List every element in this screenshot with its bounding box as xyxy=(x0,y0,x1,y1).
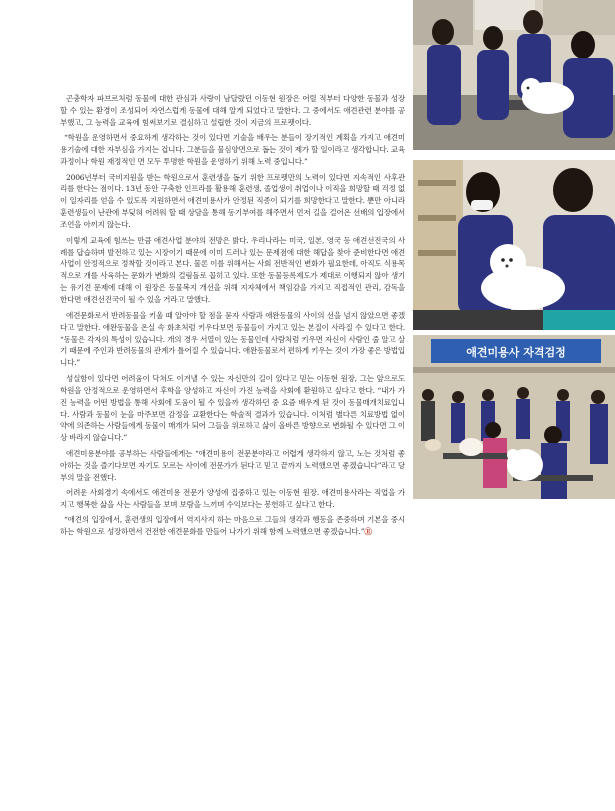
exam-banner: 애견미용사 자격검정 xyxy=(466,346,566,359)
quote-paragraph: “학원을 운영하면서 중요하게 생각하는 것이 있다면 기술을 배우는 분들이 장기적인 계획을 가지고 애견미용기술에 대한 자부심을 가지는 겁니다. 그분들을 물심양면으로 돕는 것이 제가 할 일이라고 생각합니다. 교육과정이나 학원 재정적인 면 모두 투명한 학원을 운영하기 위해 노력 중입니다.” xyxy=(60,133,405,167)
article-body xyxy=(60,93,405,542)
grooming-class-photo xyxy=(413,0,615,150)
quote-paragraph xyxy=(60,514,405,538)
paragraph: 이렇게 교육에 힘쓰는 만큼 애견사업 분야의 전망은 밝다. 우리나라는 미국, 일본, 영국 등 애견선진국의 사례를 답습하며 발전하고 있는 시장이기 때문에 이미 드러나 있는 문제점에 대한 해답을 찾아 준비한다면 애견사업이 안정적으로 정착할 것이라고 본다. 물론 이를 위해서는 사회 전반적인 변화가 필요한데, 아직도 식용목적으로 개를 사육하는 문화가 변화의 걸림돌로 꼽히고 있다. 또한 동물등록제도가 제대로 이행되지 않아 생기는 유기견 문제에 대해 이 원장은 동물복지 개선을 위해 지자체에서 책임감을 가지고 직접적인 관리, 감독을 한다면 애견선진국이 될 수 있을 거라고 말했다. xyxy=(60,235,405,305)
paragraph: 애견미용분야를 공부하는 사람들에게는 “애견미용이 전문분야라고 어렵게 생각하지 않고, 노는 것처럼 좋아하는 것을 즐기다보면 자기도 모르는 사이에 전문가가 된다고 믿고 끝까지 노력했으면 좋겠습니다”라고 당부의 말을 전했다. xyxy=(60,448,405,482)
paragraph: 어려운 사회경기 속에서도 애견미용 전문가 양성에 집중하고 있는 이동현 원장. 애견미용사라는 직업을 가지고 행복한 삶을 사는 사람들을 보며 보람을 느끼며 수익보다는 봉헌하고 싶다고 한다. xyxy=(60,488,405,509)
dog-grooming-photo xyxy=(413,160,615,330)
paragraph: 2006년부터 국비지원을 받는 학원으로서 훈련생을 돕기 위한 프로펫만의 노력이 있다면 지속적인 사후관리를 한다는 점이다. 13년 동안 구축한 인프라를 활용해 훈련생, 졸업생이 취업이나 이직을 희망할 때 걱정 없이 일자리를 얻을 수 있도록 지원하면서 애견미용사가 안정된 직종이 되기를 희망한다고 말한다. 뿐만 아니라 훈련생들이 난관에 부딪혀 어려워 할 때 상담을 통해 동기부여를 해주면서 먼저 길을 걸어온 선배의 입장에서 조언을 아끼지 않는다. xyxy=(60,172,405,230)
paragraph: 성실함이 있다면 어려움이 닥쳐도 이겨낼 수 있는 자신만의 길이 있다고 믿는 이동현 원장, 그는 앞으로도 학원을 안정적으로 운영하면서 후학을 양성하고 자신이 가진 능력을 사회에 환원하고 싶다고 한다. “내가 가진 능력을 어떤 방법을 통해 사회에 도움이 될 수 있을까 생각하던 중 요즘 배우게 된 것이 동물매개치료입니다. 사람과 동물이 눈을 마주보면 감정을 교환한다는 학술적 결과가 있습니다. 이처럼 별다른 치료방법 없이 약에 의존하는 사람들에게 동물이 매개가 되어 그들을 위로하고 삶이 올바른 방향으로 변화될 수 있다면 그 이상 바라지 않습니다.” xyxy=(60,373,405,443)
certification-exam-photo xyxy=(413,335,615,499)
end-mark-icon: Ⓔ xyxy=(364,527,372,537)
closing-quote-text: “애견의 입장에서, 훈련생의 입장에서 역지사지 하는 마음으로 그들의 생각과 행동을 존중하며 기본을 중시하는 학원으로 성장하면서 건전한 애견문화를 만들어 나가기 위해 함께 노력했으면 좋겠습니다.” xyxy=(60,515,405,537)
paragraph: 곤충학자 파브르처럼 동물에 대한 관심과 사랑이 남달랐던 이동현 원장은 어릴 적부터 다양한 동물과 성장할 수 있는 환경이 조성되어 자연스럽게 동물에 대해 알게 되었다고 말한다. 그 중에서도 애견관련 분야를 공부했고, 그 능력을 교육에 힘써보기로 결심하고 설립한 것이 지금의 프로펫이다. xyxy=(60,94,405,127)
paragraph: 애견문화로서 반려동물을 키울 때 알아야 할 점을 묻자 사람과 애완동물의 사이의 선을 넘지 않았으면 좋겠다고 말한다. 애완동물을 온실 속 화초처럼 키우다보면 동물들이 가지고 있는 본질이 사라질 수 있다고 한다. “동물은 각자의 특성이 있습니다. 개의 경우 서열이 있는 동물인데 사람처럼 키우면 자신이 사람인 줄 알고 살기 때문에 주인과 반려동물의 관계가 틀어질 수 있습니다. 애완동물로서 편하게 키우는 것이 가장 좋은 방법입니다.” xyxy=(60,310,405,368)
